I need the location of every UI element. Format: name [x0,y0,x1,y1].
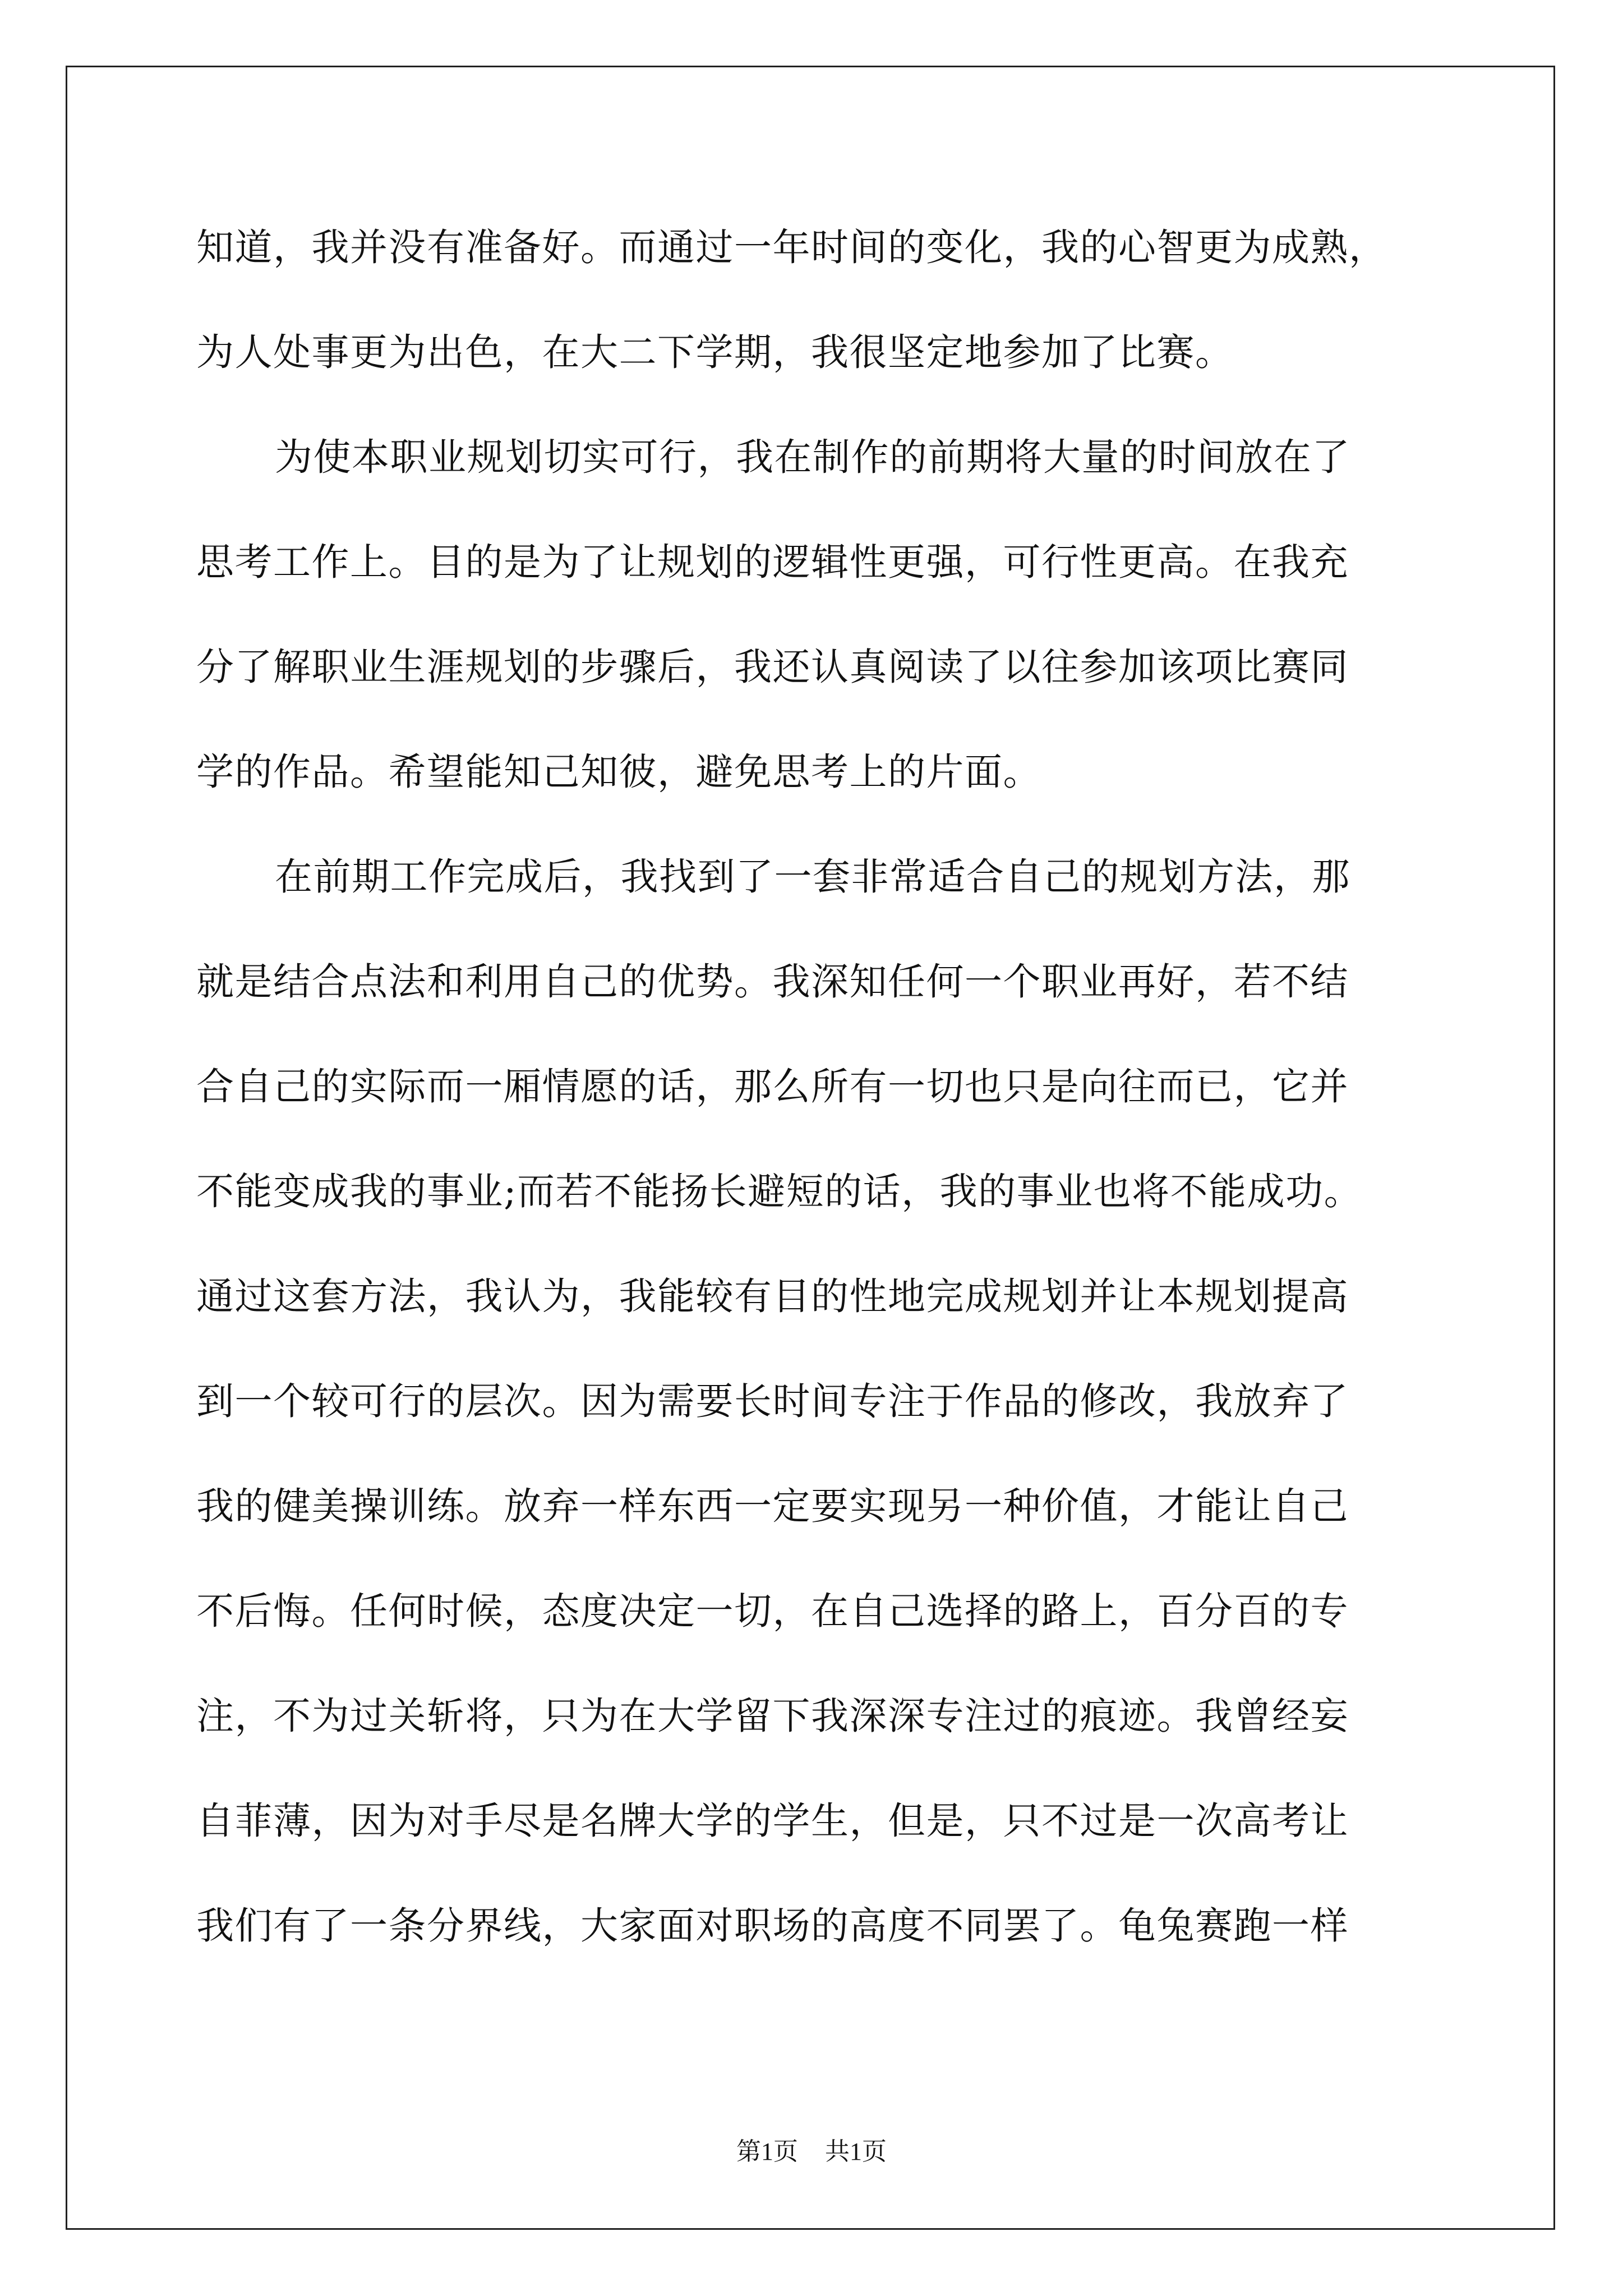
text-line: 为人处事更为出色，在大二下学期，我很坚定地参加了比赛。 [196,330,1234,374]
text-line: 不后悔。任何时候，态度决定一切，在自己选择的路上，百分百的专 [196,1589,1349,1633]
document-body [196,195,1430,1978]
page-total: 共1页 [825,2138,887,2165]
text-line: 不能变成我的事业;而若不能扬长避短的话，我的事业也将不能成功。 [196,1170,1363,1213]
text-line: 思考工作上。目的是为了让规划的逻辑性更强，可行性更高。在我充 [196,540,1349,584]
text-line: 到一个较可行的层次。因为需要长时间专注于作品的修改，我放弃了 [196,1379,1349,1423]
paragraph-start-line: 在前期工作完成后，我找到了一套非常适合自己的规划方法，那 [275,855,1350,899]
paragraph-start-line: 为使本职业规划切实可行，我在制作的前期将大量的时间放在了 [275,435,1350,479]
text-line: 我的健美操训练。放弃一样东西一定要实现另一种价值，才能让自己 [196,1484,1349,1528]
text-line: 合自己的实际而一厢情愿的话，那么所有一切也只是向往而已，它并 [196,1065,1349,1108]
text-line: 知道，我并没有准备好。而通过一年时间的变化，我的心智更为成熟， [196,226,1387,269]
text-line: 学的作品。希望能知己知彼，避免思考上的片面。 [196,750,1041,794]
text-line: 我们有了一条分界线，大家面对职场的高度不同罢了。龟兔赛跑一样 [196,1904,1349,1948]
page-number: 第1页 [736,2138,798,2165]
text-line: 就是结合点法和利用自己的优势。我深知任何一个职业再好，若不结 [196,960,1349,1004]
text-line: 自菲薄，因为对手尽是名牌大学的学生，但是，只不过是一次高考让 [196,1799,1349,1843]
text-line: 通过这套方法，我认为，我能较有目的性地完成规划并让本规划提高 [196,1274,1349,1318]
text-line: 分了解职业生涯规划的步骤后，我还认真阅读了以往参加该项比赛同 [196,645,1349,689]
page-footer [0,2135,1623,2169]
text-line: 注，不为过关斩将，只为在大学留下我深深专注过的痕迹。我曾经妄 [196,1694,1349,1738]
